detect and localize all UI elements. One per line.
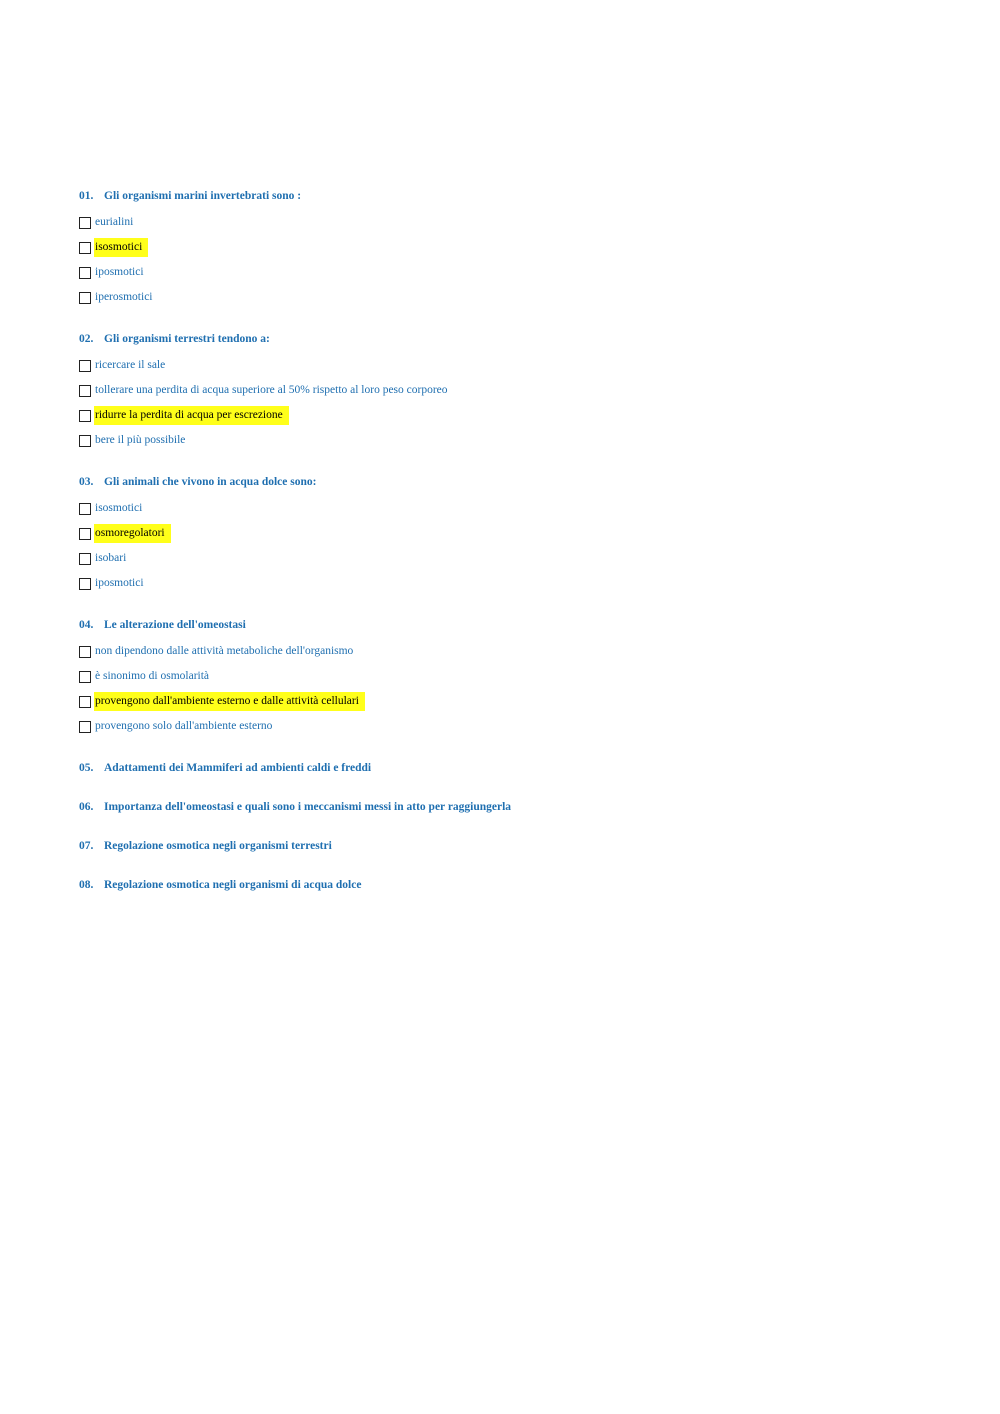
answer-label: non dipendono dalle attività metaboliche dell'organismo — [95, 645, 354, 657]
answer-label: bere il più possibile — [95, 434, 186, 446]
question-title — [79, 474, 959, 490]
answer-checkbox[interactable] — [79, 553, 91, 565]
answer-checkbox[interactable] — [79, 242, 91, 254]
question-title — [79, 331, 959, 347]
answer-checkbox[interactable] — [79, 578, 91, 590]
answer-options — [79, 642, 959, 736]
question-number: 04. — [79, 619, 94, 631]
question-number: 02. — [79, 333, 94, 345]
open-question-8 — [79, 877, 959, 893]
answer-label-highlighted: provengono dall'ambiente esterno e dalle attività cellulari — [94, 692, 365, 711]
answer-checkbox[interactable] — [79, 503, 91, 515]
answer-option[interactable] — [79, 574, 959, 593]
question-number: 06. — [79, 801, 94, 813]
answer-label: ricercare il sale — [95, 359, 166, 371]
question-text: Regolazione osmotica negli organismi di acqua dolce — [104, 879, 362, 891]
question-title — [79, 188, 959, 204]
answer-checkbox[interactable] — [79, 385, 91, 397]
answer-checkbox[interactable] — [79, 721, 91, 733]
question-number: 05. — [79, 762, 94, 774]
answer-option[interactable] — [79, 692, 959, 711]
question-text: Gli organismi marini invertebrati sono : — [104, 190, 302, 202]
answer-label: iposmotici — [95, 577, 144, 589]
answer-option[interactable] — [79, 431, 959, 450]
answer-checkbox[interactable] — [79, 671, 91, 683]
answer-option[interactable] — [79, 642, 959, 661]
answer-label: isosmotici — [95, 502, 143, 514]
answer-option[interactable] — [79, 288, 959, 307]
answer-option[interactable] — [79, 263, 959, 282]
answer-checkbox[interactable] — [79, 646, 91, 658]
answer-label: iposmotici — [95, 266, 144, 278]
answer-checkbox[interactable] — [79, 360, 91, 372]
answer-option[interactable] — [79, 406, 959, 425]
answer-option[interactable] — [79, 213, 959, 232]
answer-option[interactable] — [79, 381, 959, 400]
question-1 — [79, 188, 959, 307]
answer-checkbox[interactable] — [79, 410, 91, 422]
open-questions — [79, 760, 959, 893]
multiple-choice-questions — [79, 188, 959, 760]
answer-options — [79, 213, 959, 307]
question-text: Le alterazione dell'omeostasi — [104, 619, 246, 631]
answer-label: eurialini — [95, 216, 134, 228]
question-number: 03. — [79, 476, 94, 488]
answer-option[interactable] — [79, 549, 959, 568]
answer-label: è sinonimo di osmolarità — [95, 670, 210, 682]
answer-option[interactable] — [79, 524, 959, 543]
question-2 — [79, 331, 959, 450]
answer-option[interactable] — [79, 356, 959, 375]
answer-option[interactable] — [79, 499, 959, 518]
answer-checkbox[interactable] — [79, 267, 91, 279]
question-4 — [79, 617, 959, 736]
question-number: 08. — [79, 879, 94, 891]
answer-checkbox[interactable] — [79, 696, 91, 708]
answer-options — [79, 499, 959, 593]
question-3 — [79, 474, 959, 593]
question-number: 07. — [79, 840, 94, 852]
answer-label-highlighted: osmoregolatori — [94, 524, 171, 543]
answer-option[interactable] — [79, 667, 959, 686]
answer-label: provengono solo dall'ambiente esterno — [95, 720, 273, 732]
answer-option[interactable] — [79, 238, 959, 257]
answer-label-highlighted: ridurre la perdita di acqua per escrezione — [94, 406, 289, 425]
answer-label: tollerare una perdita di acqua superiore al 50% rispetto al loro peso corporeo — [95, 384, 448, 396]
answer-label-highlighted: isosmotici — [94, 238, 148, 257]
answer-checkbox[interactable] — [79, 528, 91, 540]
answer-label: isobari — [95, 552, 127, 564]
quiz-document — [79, 188, 959, 916]
open-question-7 — [79, 838, 959, 854]
question-text: Gli organismi terrestri tendono a: — [104, 333, 270, 345]
answer-checkbox[interactable] — [79, 435, 91, 447]
question-number: 01. — [79, 190, 94, 202]
question-text: Gli animali che vivono in acqua dolce sono: — [104, 476, 317, 488]
answer-options — [79, 356, 959, 450]
question-text: Regolazione osmotica negli organismi terrestri — [104, 840, 332, 852]
question-text: Importanza dell'omeostasi e quali sono i meccanismi messi in atto per raggiungerla — [104, 801, 512, 813]
answer-option[interactable] — [79, 717, 959, 736]
answer-checkbox[interactable] — [79, 217, 91, 229]
answer-checkbox[interactable] — [79, 292, 91, 304]
open-question-6 — [79, 799, 959, 815]
answer-label: iperosmotici — [95, 291, 153, 303]
question-text: Adattamenti dei Mammiferi ad ambienti caldi e freddi — [104, 762, 372, 774]
open-question-5 — [79, 760, 959, 776]
question-title — [79, 617, 959, 633]
